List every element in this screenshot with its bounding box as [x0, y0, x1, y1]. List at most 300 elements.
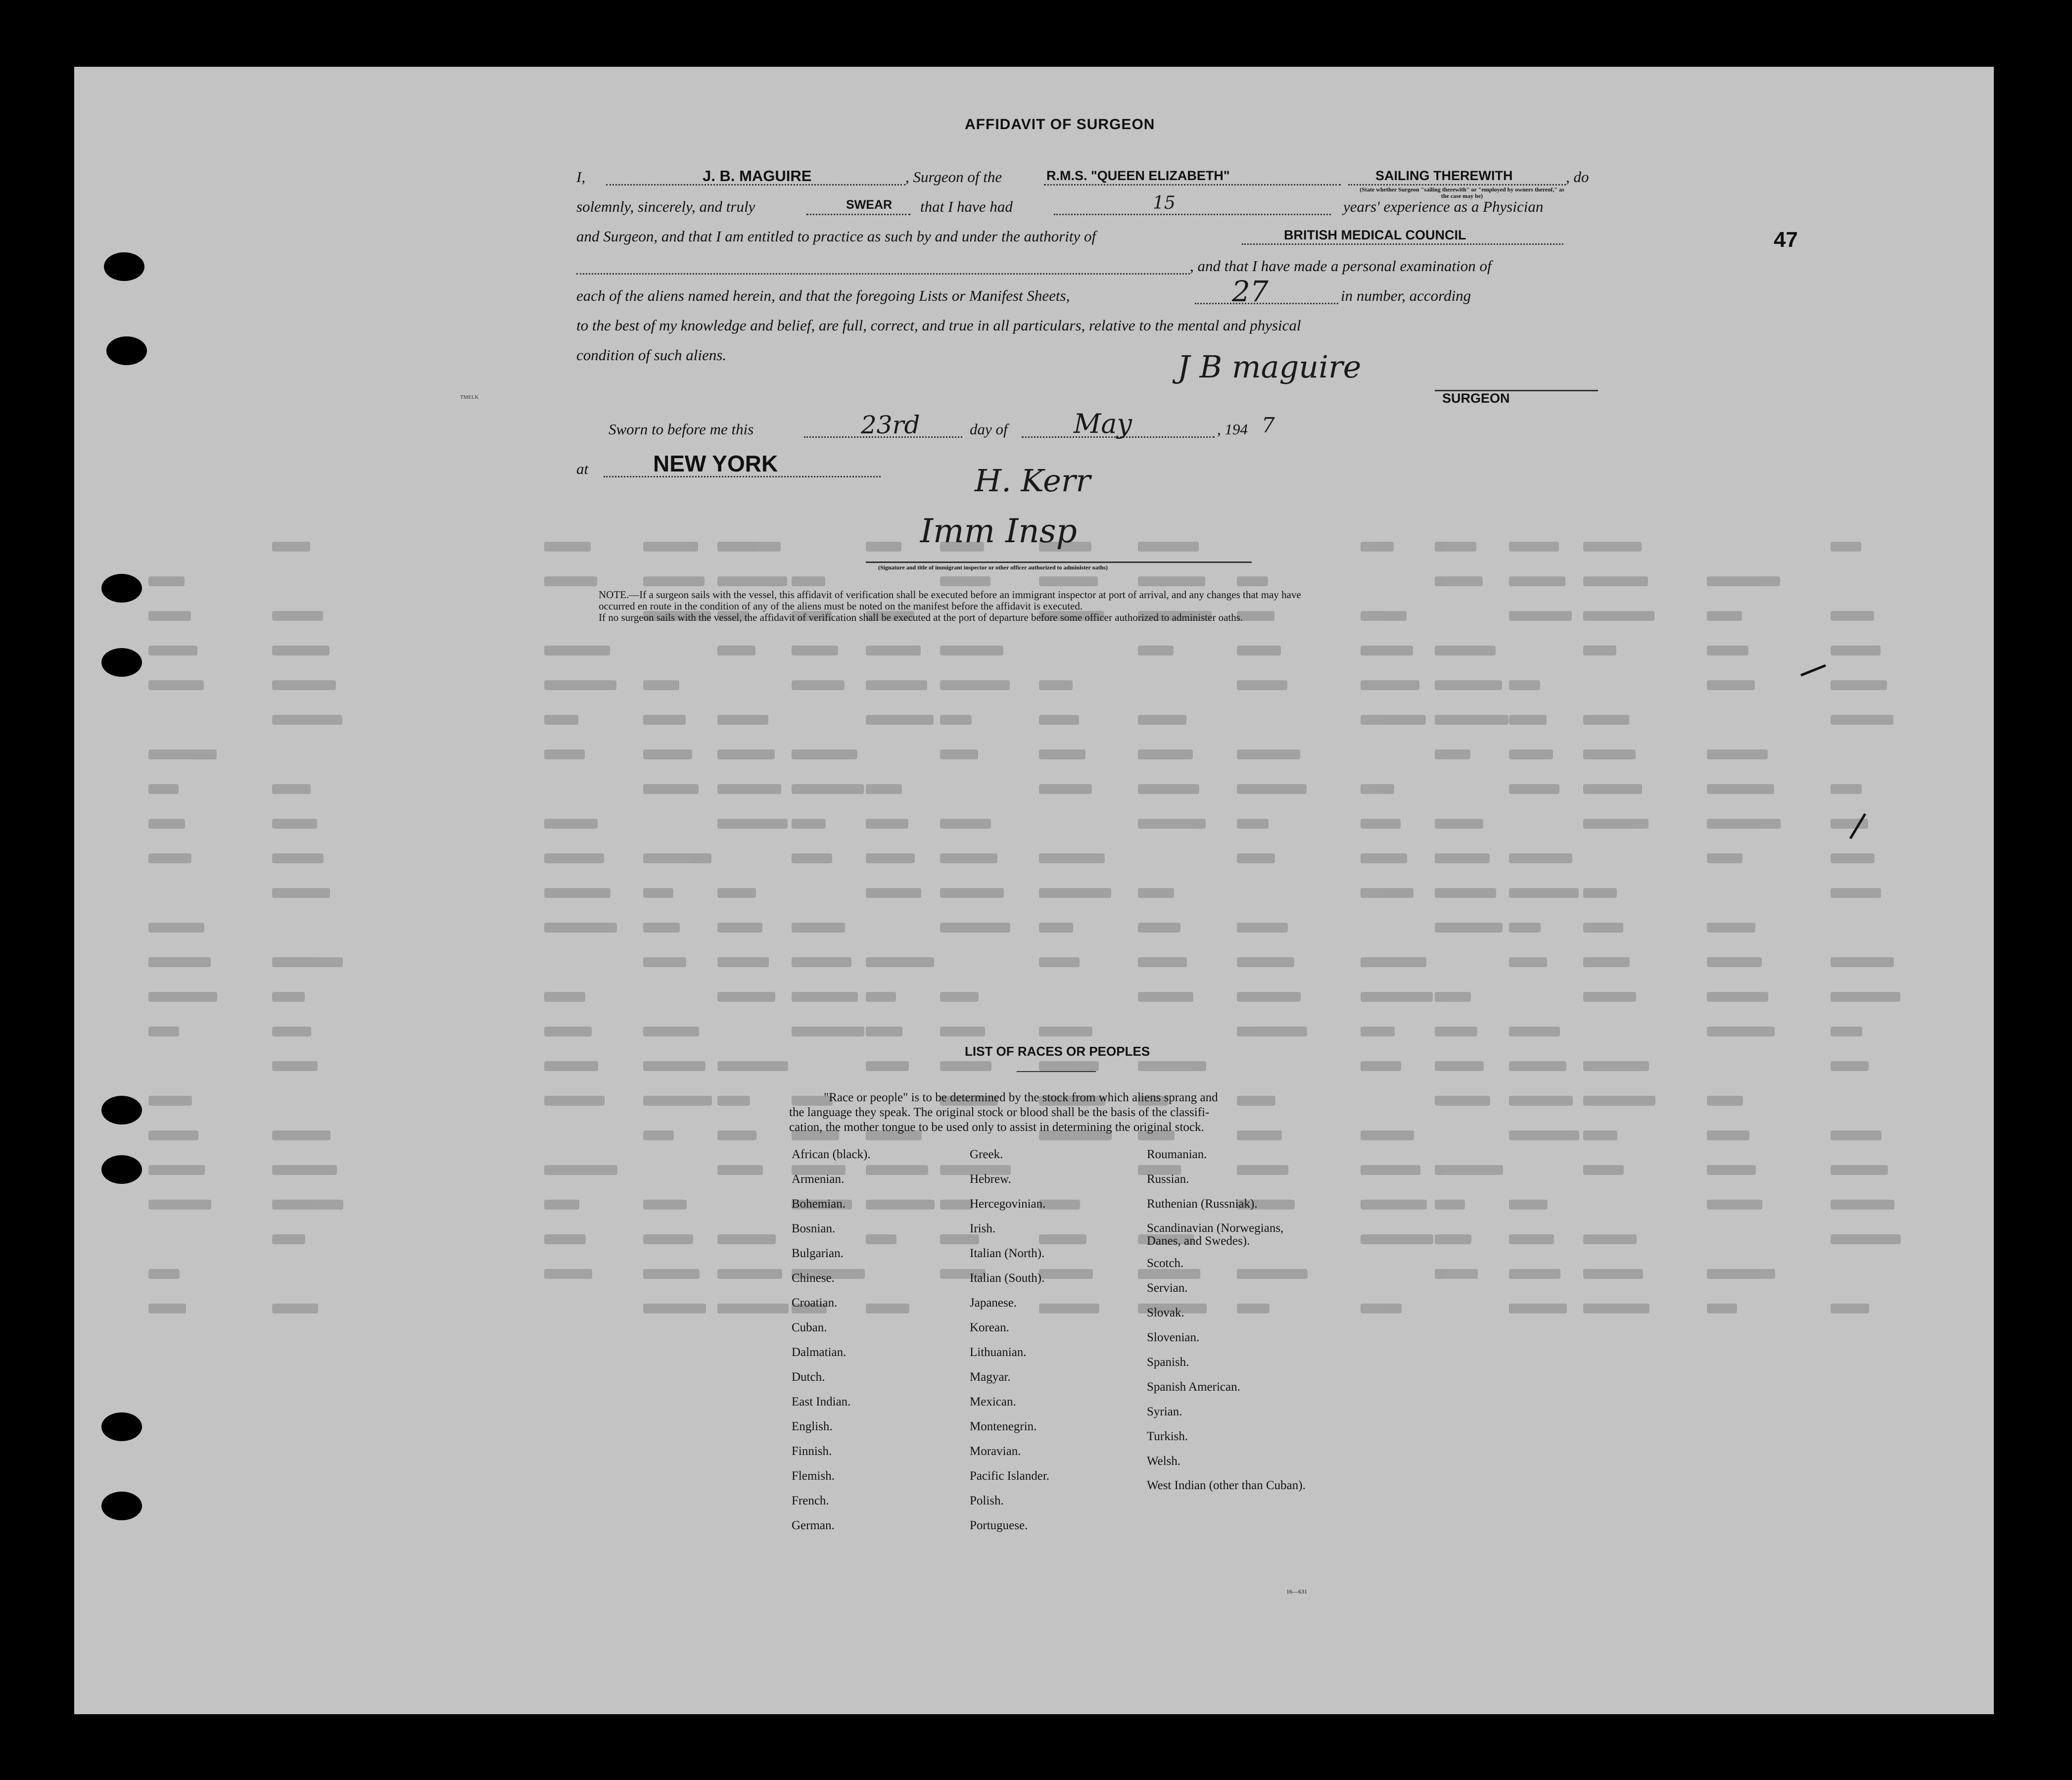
bleed-cell — [272, 1200, 343, 1210]
bleed-cell — [544, 1027, 592, 1036]
bleed-cell — [1237, 923, 1288, 933]
binder-hole — [101, 1096, 142, 1124]
bleed-cell — [544, 923, 617, 933]
bleed-cell — [1583, 576, 1648, 586]
bleed-cell — [544, 576, 597, 586]
bleed-cell — [792, 680, 845, 690]
bleed-cell — [1138, 1061, 1206, 1071]
ship-name: R.M.S. "QUEEN ELIZABETH" — [1046, 168, 1230, 183]
text-that-i-have-had: that I have had — [920, 198, 1013, 215]
text-sworn: Sworn to before me this — [609, 421, 754, 438]
bleed-cell — [544, 646, 610, 656]
bleed-row — [148, 819, 1930, 831]
race-item: Bosnian. — [792, 1222, 836, 1235]
bleed-row — [148, 784, 1930, 796]
bleed-cell — [1138, 749, 1193, 759]
bleed-cell — [1435, 680, 1502, 690]
bleed-cell — [1237, 1027, 1307, 1036]
bleed-cell — [1707, 749, 1768, 759]
bleed-cell — [643, 1234, 693, 1244]
bleed-cell — [643, 957, 686, 967]
race-item: Polish. — [970, 1494, 1004, 1507]
bleed-cell — [1361, 1027, 1395, 1036]
bleed-cell — [1039, 715, 1079, 725]
bleed-cell — [272, 1165, 337, 1175]
surgeon-caption: SURGEON — [1442, 391, 1510, 406]
race-item: Syrian. — [1147, 1405, 1182, 1418]
bleed-cell — [544, 542, 591, 552]
bleed-cell — [792, 957, 851, 967]
bleed-cell — [1509, 1027, 1560, 1036]
bleed-cell — [1583, 1234, 1637, 1244]
text-at: at — [576, 460, 589, 477]
bleed-cell — [940, 992, 979, 1002]
race-item: Japanese. — [970, 1296, 1017, 1310]
bleed-cell — [1361, 611, 1407, 621]
bleed-cell — [1138, 888, 1174, 898]
bleed-cell — [1435, 819, 1483, 829]
bleed-cell — [866, 819, 908, 829]
bleed-cell — [1707, 1200, 1762, 1210]
bleed-cell — [1583, 1269, 1643, 1279]
bleed-row — [148, 1304, 1930, 1315]
bleed-cell — [544, 1061, 598, 1071]
bleed-cell — [643, 576, 705, 586]
bleed-cell — [1138, 542, 1199, 552]
bleed-cell — [866, 1165, 928, 1175]
bleed-cell — [1707, 957, 1762, 967]
bleed-row — [148, 715, 1930, 727]
bleed-cell — [1509, 784, 1559, 794]
bleed-cell — [717, 1130, 756, 1140]
bleed-cell — [148, 819, 185, 829]
bleed-cell — [1361, 646, 1413, 656]
race-item: Slovenian. — [1147, 1331, 1200, 1344]
bleed-cell — [1831, 611, 1874, 621]
text-best-of: to the best of my knowledge and belief, are full, correct, and true in all particulars, relative to the mental and physical — [576, 317, 1301, 334]
bleed-cell — [717, 1061, 788, 1071]
bleed-cell — [1039, 888, 1111, 898]
bleed-cell — [1039, 1304, 1099, 1313]
bleed-cell — [1707, 923, 1755, 933]
races-intro-1: "Race or people" is to be determined by the stock from which aliens sprang and — [824, 1091, 1218, 1104]
bleed-cell — [1138, 715, 1186, 725]
bleed-cell — [866, 1304, 909, 1313]
bleed-cell — [940, 819, 991, 829]
bleed-cell — [792, 784, 864, 794]
bleed-row — [148, 646, 1930, 657]
bleed-cell — [1583, 957, 1630, 967]
bleed-cell — [1509, 853, 1572, 863]
race-item: Pacific Islander. — [970, 1469, 1050, 1483]
bleed-cell — [1435, 1234, 1471, 1244]
text-year-prefix: , 194 — [1217, 421, 1248, 438]
race-item: Hebrew. — [970, 1172, 1011, 1186]
binder-hole — [101, 1412, 142, 1441]
bleed-cell — [1435, 576, 1483, 586]
bleed-cell — [1435, 715, 1508, 725]
bleed-cell — [1583, 1165, 1624, 1175]
bleed-cell — [1509, 1096, 1573, 1106]
bleed-cell — [1435, 1027, 1477, 1036]
bleed-cell — [1509, 542, 1559, 552]
stray-mark: ᵀᴹᴱᴸᴷ — [460, 393, 479, 403]
race-item: East Indian. — [792, 1395, 851, 1408]
race-item: Korean. — [970, 1321, 1009, 1334]
bleed-cell — [940, 853, 997, 863]
bleed-cell — [1361, 1130, 1414, 1140]
bleed-cell — [272, 715, 342, 725]
bleed-cell — [1361, 992, 1433, 1002]
bleed-cell — [1039, 784, 1092, 794]
bleed-cell — [272, 957, 343, 967]
bleed-cell — [717, 576, 787, 586]
bleed-cell — [717, 542, 781, 552]
bleed-cell — [1361, 1061, 1401, 1071]
bleed-cell — [940, 1027, 985, 1036]
bleed-cell — [1237, 1096, 1275, 1106]
bleed-row — [148, 576, 1930, 588]
bleed-cell — [1435, 853, 1490, 863]
race-item: Hercegovinian. — [970, 1197, 1046, 1211]
bleed-cell — [1707, 680, 1755, 690]
bleed-cell — [1361, 819, 1401, 829]
bleed-cell — [1237, 749, 1300, 759]
bleed-cell — [1509, 1234, 1554, 1244]
bleed-cell — [148, 1269, 180, 1279]
race-item: Flemish. — [792, 1469, 835, 1483]
bleed-cell — [940, 715, 972, 725]
note-label: NOTE.— — [599, 589, 640, 601]
bleed-cell — [1509, 888, 1579, 898]
bleed-cell — [1435, 888, 1496, 898]
bleed-cell — [1237, 646, 1281, 656]
bleed-cell — [643, 784, 699, 794]
bleed-cell — [1237, 957, 1294, 967]
bleed-cell — [940, 1200, 973, 1210]
bleed-cell — [148, 1200, 211, 1210]
bleed-cell — [148, 1304, 186, 1313]
race-item: Croatian. — [792, 1296, 838, 1310]
oath-word: SWEAR — [846, 198, 893, 212]
bleed-cell — [148, 784, 179, 794]
bleed-cell — [1583, 992, 1636, 1002]
bleed-cell — [1583, 646, 1616, 656]
bleed-cell — [866, 1234, 896, 1244]
bleed-cell — [866, 646, 921, 656]
bleed-cell — [1361, 680, 1419, 690]
bleed-cell — [1707, 1304, 1737, 1313]
races-intro-2: the language they speak. The original stock or blood shall be the basis of the classifi- — [789, 1106, 1210, 1119]
bleed-cell — [1583, 784, 1642, 794]
race-item: Magyar. — [970, 1370, 1011, 1384]
bleed-cell — [1583, 715, 1629, 725]
surgeon-signature: J B maguire — [1177, 349, 1362, 385]
race-item: Cuban. — [792, 1321, 827, 1334]
bleed-cell — [1509, 923, 1541, 933]
bleed-cell — [643, 1130, 674, 1140]
bleed-cell — [1435, 1096, 1490, 1106]
race-item: Italian (South). — [970, 1271, 1045, 1285]
race-item: Dutch. — [792, 1370, 825, 1384]
bleed-cell — [1435, 1061, 1484, 1071]
bleed-cell — [1707, 853, 1742, 863]
bleed-cell — [866, 680, 927, 690]
text-in-number: in number, according — [1341, 287, 1471, 304]
bleed-cell — [1583, 611, 1654, 621]
bleed-cell — [1707, 992, 1768, 1002]
bleed-cell — [643, 542, 698, 552]
race-item: Lithuanian. — [970, 1346, 1027, 1359]
bleed-cell — [1138, 957, 1187, 967]
bleed-cell — [1435, 646, 1496, 656]
bleed-cell — [1707, 1269, 1775, 1279]
bleed-cell — [1831, 1304, 1869, 1313]
bleed-cell — [1237, 1165, 1288, 1175]
bleed-cell — [544, 715, 578, 725]
bleed-cell — [1237, 1130, 1282, 1140]
races-intro-3: cation, the mother tongue to be used only to assist in determining the original stock. — [789, 1121, 1204, 1134]
bleed-cell — [1435, 923, 1503, 933]
inspector-signature: H. Kerr — [975, 463, 1091, 499]
bleed-cell — [643, 1304, 706, 1313]
bleed-cell — [1138, 646, 1174, 656]
bleed-cell — [272, 1304, 318, 1313]
bleed-cell — [272, 888, 330, 898]
binder-hole — [101, 1155, 142, 1184]
pen-marks — [1796, 646, 1895, 942]
bleed-cell — [148, 1165, 205, 1175]
bleed-cell — [1039, 576, 1098, 586]
bleed-cell — [643, 1200, 687, 1210]
bleed-row — [148, 923, 1930, 935]
bleed-cell — [643, 715, 686, 725]
years-experience: 15 — [1153, 193, 1176, 213]
sworn-year-digit: 7 — [1262, 413, 1275, 437]
bleed-cell — [1831, 1027, 1862, 1036]
bleed-cell — [1583, 888, 1617, 898]
bleed-cell — [866, 784, 902, 794]
race-item: Spanish American. — [1147, 1380, 1240, 1394]
pronoun-i: I, — [576, 168, 586, 186]
race-item: Slovak. — [1147, 1306, 1184, 1319]
races-title: LIST OF RACES OR PEOPLES — [965, 1044, 1150, 1059]
bleed-cell — [544, 1200, 579, 1210]
bleed-cell — [272, 1027, 311, 1036]
bleed-cell — [1361, 957, 1426, 967]
bleed-cell — [544, 680, 616, 690]
text-years-experience: years' experience as a Physician — [1343, 198, 1544, 215]
bleed-cell — [544, 1269, 592, 1279]
bleed-cell — [148, 749, 217, 759]
sailing-note: (State whether Surgeon "sailing therewith" or "employed by owners thereof," as the case may be) — [1360, 186, 1564, 199]
race-item: Roumanian. — [1147, 1148, 1207, 1161]
bleed-row — [148, 888, 1930, 900]
bleed-cell — [1039, 1027, 1092, 1036]
race-item: Servian. — [1147, 1281, 1188, 1295]
bleed-cell — [1361, 1234, 1433, 1244]
bleed-cell — [1237, 576, 1268, 586]
bleed-cell — [1237, 1269, 1308, 1279]
bleed-cell — [1435, 1269, 1478, 1279]
bleed-cell — [643, 1269, 700, 1279]
surgeon-name: J. B. MAGUIRE — [703, 167, 812, 185]
bleed-cell — [272, 646, 330, 656]
bleed-cell — [1435, 542, 1476, 552]
bleed-cell — [1237, 992, 1301, 1002]
bleed-cell — [148, 576, 185, 586]
bleed-cell — [1237, 819, 1269, 829]
bleed-row — [148, 1234, 1930, 1246]
bleed-cell — [717, 819, 788, 829]
bleed-cell — [717, 1304, 789, 1313]
bleed-cell — [1707, 576, 1780, 586]
bleed-cell — [1138, 576, 1205, 586]
bleed-through-manifest — [148, 542, 1930, 1333]
bleed-cell — [1361, 542, 1394, 552]
bleed-cell — [1707, 1130, 1749, 1140]
text-each-alien: each of the aliens named herein, and that the foregoing Lists or Manifest Sheets, — [576, 287, 1070, 304]
bleed-cell — [1039, 1061, 1099, 1071]
bleed-cell — [1831, 992, 1900, 1002]
bleed-row — [148, 1165, 1930, 1177]
bleed-cell — [148, 1130, 198, 1140]
bleed-cell — [1509, 715, 1547, 725]
bleed-cell — [866, 1027, 902, 1036]
bleed-cell — [272, 542, 310, 552]
bleed-cell — [272, 819, 317, 829]
bleed-cell — [1435, 1165, 1503, 1175]
bleed-cell — [866, 1061, 909, 1071]
bleed-cell — [717, 646, 755, 656]
bleed-cell — [1583, 1130, 1617, 1140]
note-line-2: occurred en route in the condition of any of the aliens must be noted on the manifest before the affidavit is executed. — [599, 600, 1083, 612]
note-line-1: NOTE.—If a surgeon sails with the vessel, this affidavit of verification shall be executed before an immigrant inspector at port of arrival, and any changes that may have — [599, 589, 1301, 601]
race-item: Irish. — [970, 1222, 996, 1235]
race-item: Armenian. — [792, 1172, 845, 1186]
bleed-cell — [148, 957, 211, 967]
bleed-cell — [272, 992, 305, 1002]
text-solemnly: solemnly, sincerely, and truly — [576, 198, 755, 215]
bleed-cell — [1509, 1269, 1560, 1279]
sworn-place: NEW YORK — [653, 451, 778, 476]
bleed-cell — [148, 646, 197, 656]
bleed-cell — [1707, 1165, 1756, 1175]
race-item: Bulgarian. — [792, 1247, 844, 1260]
form-code: 16—631 — [1286, 1588, 1307, 1595]
bleed-cell — [866, 853, 915, 863]
bleed-cell — [1237, 680, 1287, 690]
binder-hole — [106, 336, 147, 365]
bleed-cell — [1831, 1234, 1901, 1244]
bleed-cell — [717, 888, 756, 898]
bleed-cell — [643, 923, 680, 933]
race-item: Scotch. — [1147, 1257, 1184, 1270]
bleed-cell — [1039, 853, 1105, 863]
bleed-cell — [1509, 749, 1553, 759]
bleed-cell — [544, 853, 604, 863]
bleed-cell — [544, 819, 598, 829]
bleed-cell — [1583, 749, 1636, 759]
bleed-cell — [272, 1061, 318, 1071]
bleed-cell — [1039, 749, 1085, 759]
bleed-cell — [866, 957, 934, 967]
bleed-cell — [643, 680, 679, 690]
bleed-cell — [866, 992, 896, 1002]
bleed-row — [148, 992, 1930, 1004]
bleed-cell — [544, 992, 585, 1002]
bleed-cell — [940, 680, 1010, 690]
race-item: Welsh. — [1147, 1454, 1181, 1468]
bleed-cell — [148, 611, 191, 621]
bleed-cell — [717, 784, 781, 794]
bleed-cell — [792, 749, 857, 759]
bleed-cell — [1583, 923, 1623, 933]
bleed-cell — [1039, 1269, 1093, 1279]
bleed-cell — [1039, 923, 1073, 933]
bleed-cell — [544, 1234, 586, 1244]
bleed-cell — [1509, 1061, 1566, 1071]
bleed-cell — [940, 888, 1004, 898]
bleed-cell — [148, 992, 217, 1002]
bleed-cell — [1361, 784, 1394, 794]
bleed-cell — [1435, 749, 1470, 759]
bleed-cell — [1707, 646, 1748, 656]
bleed-cell — [148, 853, 191, 863]
binder-hole — [101, 1492, 142, 1520]
binder-hole — [104, 252, 144, 281]
bleed-cell — [1583, 1061, 1649, 1071]
race-item: Russian. — [1147, 1172, 1189, 1186]
bleed-cell — [1509, 957, 1547, 967]
bleed-cell — [792, 819, 826, 829]
bleed-cell — [272, 680, 336, 690]
race-item: Bohemian. — [792, 1197, 846, 1211]
bleed-cell — [1039, 680, 1073, 690]
bleed-cell — [1707, 1096, 1743, 1106]
document-page — [74, 67, 1994, 1714]
race-item: English. — [792, 1420, 833, 1433]
bleed-cell — [940, 923, 1010, 933]
bleed-cell — [792, 646, 838, 656]
race-item: West Indian (other than Cuban). — [1147, 1479, 1306, 1492]
bleed-cell — [148, 923, 204, 933]
text-day-of: day of — [970, 421, 1008, 438]
text-surgeon-of: , Surgeon of the — [905, 168, 1002, 186]
binder-hole — [101, 648, 142, 677]
bleed-cell — [1831, 1200, 1894, 1210]
bleed-cell — [1831, 1130, 1882, 1140]
bleed-cell — [1361, 1200, 1427, 1210]
bleed-cell — [717, 749, 775, 759]
bleed-cell — [1039, 1234, 1086, 1244]
race-item: Scandinavian (Norwegians, Danes, and Swedes). — [1147, 1221, 1284, 1248]
race-item: German. — [792, 1519, 835, 1532]
bleed-row — [148, 957, 1930, 969]
bleed-cell — [1583, 542, 1642, 552]
bleed-cell — [717, 1234, 776, 1244]
bleed-cell — [1509, 611, 1572, 621]
bleed-cell — [792, 1027, 864, 1036]
bleed-cell — [1707, 611, 1742, 621]
race-item: Greek. — [970, 1148, 1003, 1161]
bleed-cell — [1138, 992, 1193, 1002]
bleed-cell — [1707, 819, 1781, 829]
race-item: Ruthenian (Russniak). — [1147, 1197, 1258, 1211]
race-item: African (black). — [792, 1148, 871, 1161]
bleed-cell — [940, 749, 978, 759]
race-item: Mexican. — [970, 1395, 1016, 1408]
